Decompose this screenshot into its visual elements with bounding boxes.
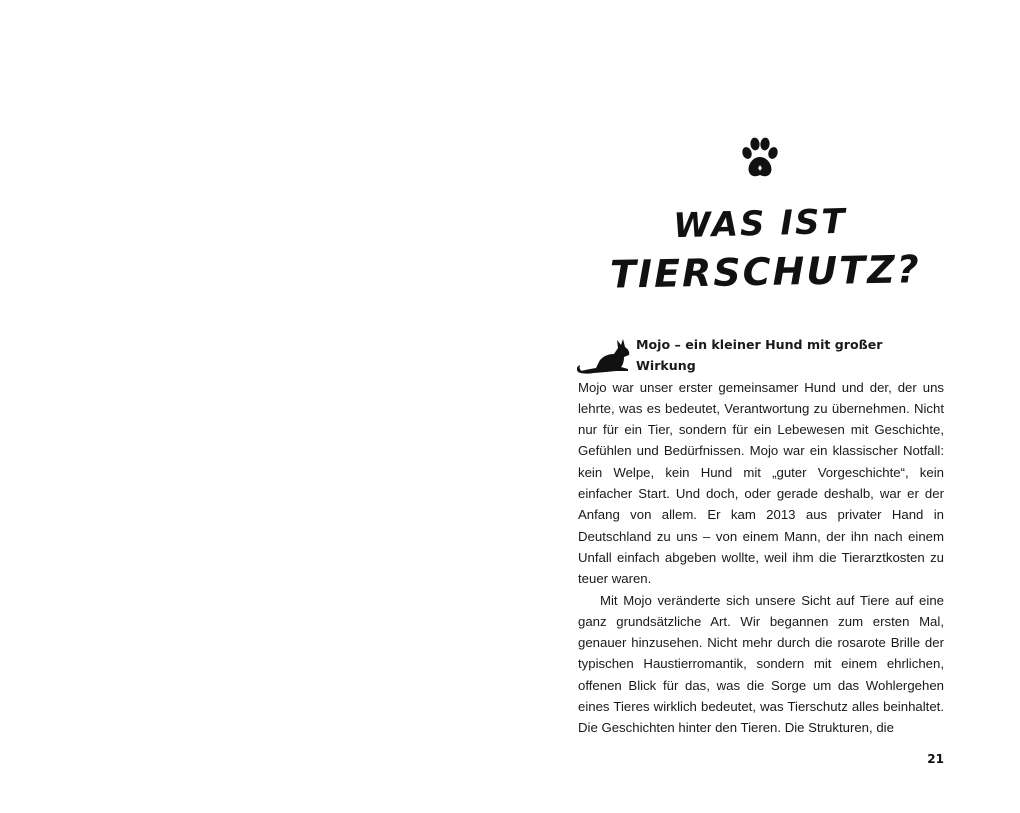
paragraph-1-block bbox=[578, 334, 944, 590]
body-text bbox=[578, 334, 944, 739]
right-page bbox=[510, 0, 1020, 813]
lying-dog-silhouette-icon bbox=[576, 336, 632, 376]
chapter-title-line-1: WAS IST bbox=[672, 201, 848, 247]
paw-print-icon bbox=[738, 136, 782, 180]
paragraph-2: Mit Mojo veränderte sich unsere Sicht auf Tiere auf eine ganz grundsätzliche Art. Wir begannen zum ersten Mal, genauer hinzusehen. Nicht mehr durch die rosarote Brille der typischen Haustierromantik, sondern mit einem ehrlichen, offenen Blick für das, was die Sorge um das Wohlergehen eines Tieres wirklich bedeutet, was Tierschutz alles beinhaltet. Die Geschichten hinter den Tieren. Die Strukturen, die bbox=[578, 592, 944, 736]
section-heading: Mojo – ein kleiner Hund mit großer Wirkung bbox=[636, 337, 883, 374]
page-number: 21 bbox=[927, 752, 944, 766]
chapter-title-line-2: TIERSCHUTZ? bbox=[609, 247, 922, 297]
chapter-title bbox=[609, 200, 922, 297]
paragraph-1: Mojo war unser erster gemeinsamer Hund und der, der uns lehrte, was es bedeutet, Verantwortung zu übernehmen. Nicht nur für ein Tier, sondern für ein Lebewesen mit Geschichte, Gefühlen und Bedürfnissen. Mojo war ein klassischer Notfall: kein Welpe, kein Hund mit „guter Vorgeschichte“, kein einfacher Start. Und doch, oder gerade deshalb, war er der Anfang von allem. Er kam 2013 aus privater Hand in Deutschland zu uns – von einem Mann, der ihn nach einem Unfall einfach abgeben wollte, weil ihm die Tierarztkosten zu teuer waren. bbox=[578, 379, 944, 587]
